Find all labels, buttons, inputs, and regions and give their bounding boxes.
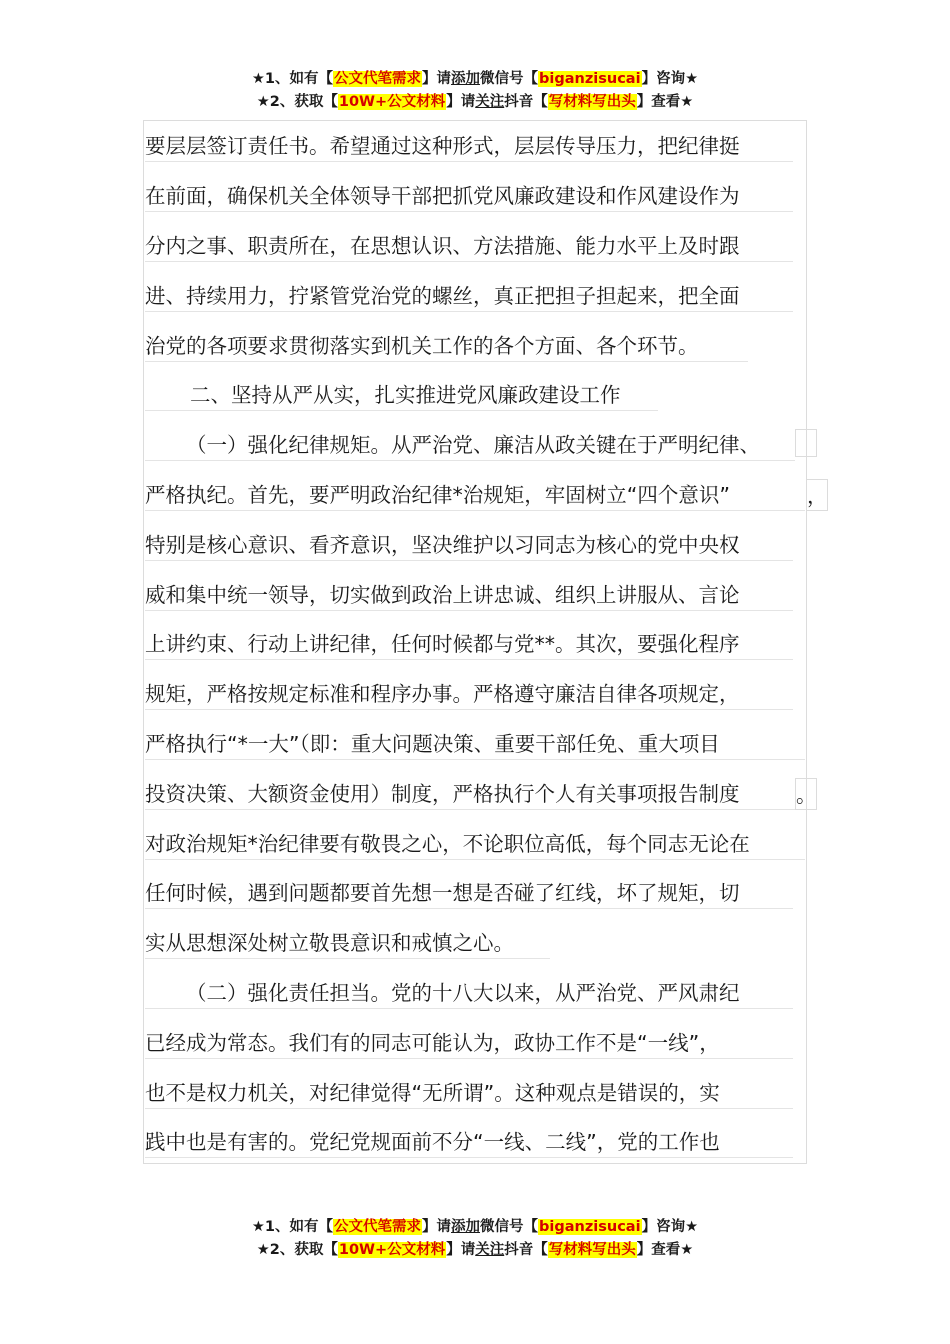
banner-text: 抖音【	[504, 1242, 548, 1258]
text-line: 特别是核心意识、看齐意识，坚决维护以习同志为核心的党中央权	[145, 529, 793, 561]
banner-highlight: 公文代笔需求	[334, 71, 422, 87]
banner-text: 】请	[422, 71, 452, 87]
section-heading: 二、坚持从严从实，扎实推进党风廉政建设工作	[145, 379, 658, 411]
banner-line-1	[0, 68, 950, 91]
banner-text: 微信号【	[480, 1219, 539, 1235]
text-line: 严格执行“*一大”（即：重大问题决策、重要干部任免、重大项目	[145, 728, 805, 760]
banner-douyin-id: 写材料写出头	[548, 1242, 636, 1258]
text-line: 已经成为常态。我们有的同志可能认为，政协工作不是“一线”，	[145, 1027, 793, 1059]
banner-line-2	[0, 91, 950, 114]
text-line: 在前面，确保机关全体领导干部把抓党风廉政建设和作风建设作为	[145, 180, 793, 212]
overflow-box	[795, 429, 817, 457]
banner-text: 】咨询★	[641, 71, 699, 87]
text-line: 投资决策、大额资金使用）制度，严格执行个人有关事项报告制度	[145, 778, 795, 810]
text-line: 进、持续用力，拧紧管党治党的螺丝，真正把担子担起来，把全面	[145, 280, 793, 312]
text-line: （二）强化责任担当。党的十八大以来，从严治党、严风肃纪	[145, 977, 793, 1009]
banner-line-1	[0, 1216, 950, 1239]
banner-underline: 添加	[451, 71, 481, 87]
text-line: 治党的各项要求贯彻落实到机关工作的各个方面、各个环节。	[145, 330, 748, 362]
banner-underline: 关注	[475, 1242, 505, 1258]
banner-highlight: 10W+公文材料	[338, 94, 446, 110]
text-line: 任何时候，遇到问题都要首先想一想是否碰了红线，坏了规矩，切	[145, 877, 793, 909]
banner-text: ★1、如有【	[251, 1219, 334, 1235]
banner-wechat-id: biganzisucai	[539, 1219, 641, 1235]
banner-underline: 添加	[451, 1219, 481, 1235]
banner-line-2	[0, 1239, 950, 1262]
banner-text: 】咨询★	[641, 1219, 699, 1235]
banner-text: ★2、获取【	[256, 1242, 338, 1258]
text-line: 分内之事、职责所在，在思想认识、方法措施、能力水平上及时跟	[145, 230, 793, 262]
banner-highlight: 10W+公文材料	[338, 1242, 446, 1258]
text-line: 威和集中统一领导，切实做到政治上讲忠诚、组织上讲服从、言论	[145, 579, 793, 611]
banner-text: ★2、获取【	[256, 94, 338, 110]
banner-wechat-id: biganzisucai	[539, 71, 641, 87]
banner-text: 】请	[446, 1242, 476, 1258]
banner-highlight: 公文代笔需求	[334, 1219, 422, 1235]
banner-text: 抖音【	[504, 94, 548, 110]
banner-douyin-id: 写材料写出头	[548, 94, 636, 110]
banner-text: 】查看★	[636, 1242, 694, 1258]
overflow-char: 。	[795, 778, 817, 810]
text-line: 实从思想深处树立敬畏意识和戒慎之心。	[145, 927, 550, 959]
text-line: 也不是权力机关，对纪律觉得“无所谓”。这种观点是错误的，实	[145, 1077, 793, 1109]
banner-text: 】查看★	[636, 94, 694, 110]
text-line: 践中也是有害的。党纪党规面前不分“一线、二线”，党的工作也	[145, 1126, 793, 1158]
overflow-char: ，	[806, 479, 828, 511]
text-line: 严格执纪。首先，要严明政治纪律*治规矩，牢固树立“四个意识”	[145, 479, 805, 511]
text-line: 对政治规矩*治纪律要有敬畏之心，不论职位高低，每个同志无论在	[145, 828, 805, 860]
text-line: （一）强化纪律规矩。从严治党、廉洁从政关键在于严明纪律、	[145, 429, 795, 461]
banner-text: 微信号【	[480, 71, 539, 87]
header-banner	[0, 68, 950, 114]
footer-banner	[0, 1216, 950, 1262]
text-line: 规矩，严格按规定标准和程序办事。严格遵守廉洁自律各项规定，	[145, 678, 793, 710]
text-line: 要层层签订责任书。希望通过这种形式，层层传导压力，把纪律挺	[145, 130, 793, 162]
text-line: 上讲约束、行动上讲纪律，任何时候都与党**。其次，要强化程序	[145, 628, 793, 660]
banner-text: 】请	[446, 94, 476, 110]
banner-text: ★1、如有【	[251, 71, 334, 87]
banner-text: 】请	[422, 1219, 452, 1235]
banner-underline: 关注	[475, 94, 505, 110]
